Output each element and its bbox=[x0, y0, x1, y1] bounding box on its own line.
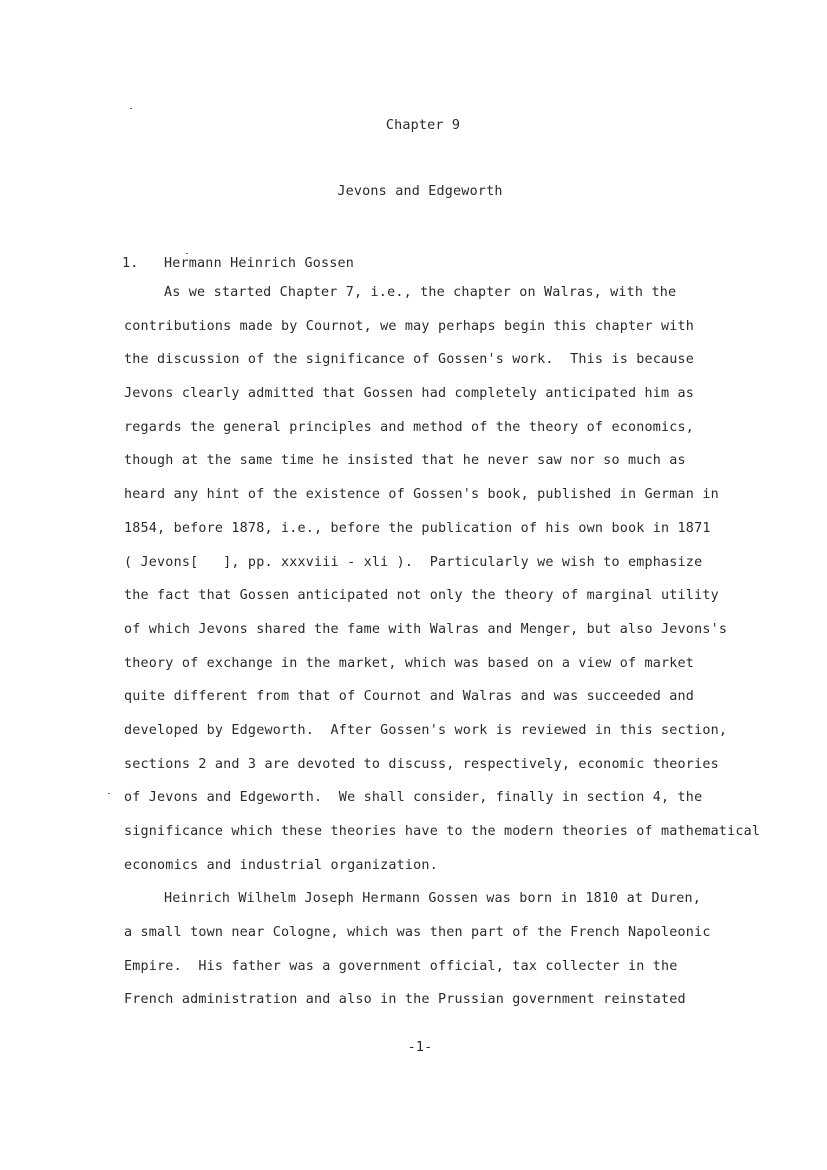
paragraph bbox=[124, 282, 824, 888]
chapter-title: Jevons and Edgeworth bbox=[337, 184, 503, 199]
text-line: developed by Edgeworth. After Gossen's work is reviewed in this section, bbox=[124, 722, 728, 738]
text-line: contributions made by Cournot, we may perhaps begin this chapter with bbox=[124, 318, 695, 334]
text-line: a small town near Cologne, which was then part of the French Napoleonic bbox=[124, 925, 711, 941]
scan-speck bbox=[130, 108, 132, 109]
paragraph bbox=[124, 888, 824, 1023]
chapter-number: Chapter 9 bbox=[385, 118, 461, 133]
text-line: of which Jevons shared the fame with Walras and Menger, but also Jevons's bbox=[124, 621, 728, 637]
text-line: economics and industrial organization. bbox=[124, 857, 438, 873]
text-line: Heinrich Wilhelm Joseph Hermann Gossen was born in 1810 at Duren, bbox=[164, 891, 702, 907]
section-heading bbox=[122, 256, 354, 271]
scan-speck bbox=[186, 253, 188, 254]
text-line: regards the general principles and method of the theory of economics, bbox=[124, 419, 695, 435]
text-line: though at the same time he insisted that he never saw nor so much as bbox=[124, 453, 686, 469]
text-line: As we started Chapter 7, i.e., the chapter on Walras, with the bbox=[164, 285, 677, 300]
text-line: French administration and also in the Prussian government reinstated bbox=[124, 992, 686, 1008]
text-line: 1854, before 1878, i.e., before the publication of his own book in 1871 bbox=[124, 520, 711, 536]
text-line: sections 2 and 3 are devoted to discuss, respectively, economic theories bbox=[124, 756, 719, 772]
text-line: Empire. His father was a government official, tax collecter in the bbox=[124, 958, 678, 974]
text-line: Jevons clearly admitted that Gossen had completely anticipated him as bbox=[124, 386, 695, 402]
text-line: of Jevons and Edgeworth. We shall consider, finally in section 4, the bbox=[124, 790, 703, 806]
body-text bbox=[124, 282, 824, 1023]
scan-speck bbox=[108, 793, 110, 794]
text-line: theory of exchange in the market, which was based on a view of market bbox=[124, 655, 695, 671]
text-line: significance which these theories have to the modern theories of mathematical bbox=[124, 824, 761, 839]
page-number: -1- bbox=[407, 1040, 433, 1055]
text-line: quite different from that of Cournot and Walras and was succeeded and bbox=[124, 689, 695, 705]
text-line: heard any hint of the existence of Gossen's book, published in German in bbox=[124, 487, 719, 503]
text-line: the fact that Gossen anticipated not only the theory of marginal utility bbox=[124, 588, 719, 604]
text-line: ( Jevons[ ], pp. xxxviii - xli ). Particularly we wish to emphasize bbox=[124, 554, 703, 570]
section-title: Hermann Heinrich Gossen bbox=[164, 256, 355, 271]
text-line: the discussion of the significance of Gossen's work. This is because bbox=[124, 352, 695, 368]
section-number: 1. bbox=[122, 256, 139, 271]
